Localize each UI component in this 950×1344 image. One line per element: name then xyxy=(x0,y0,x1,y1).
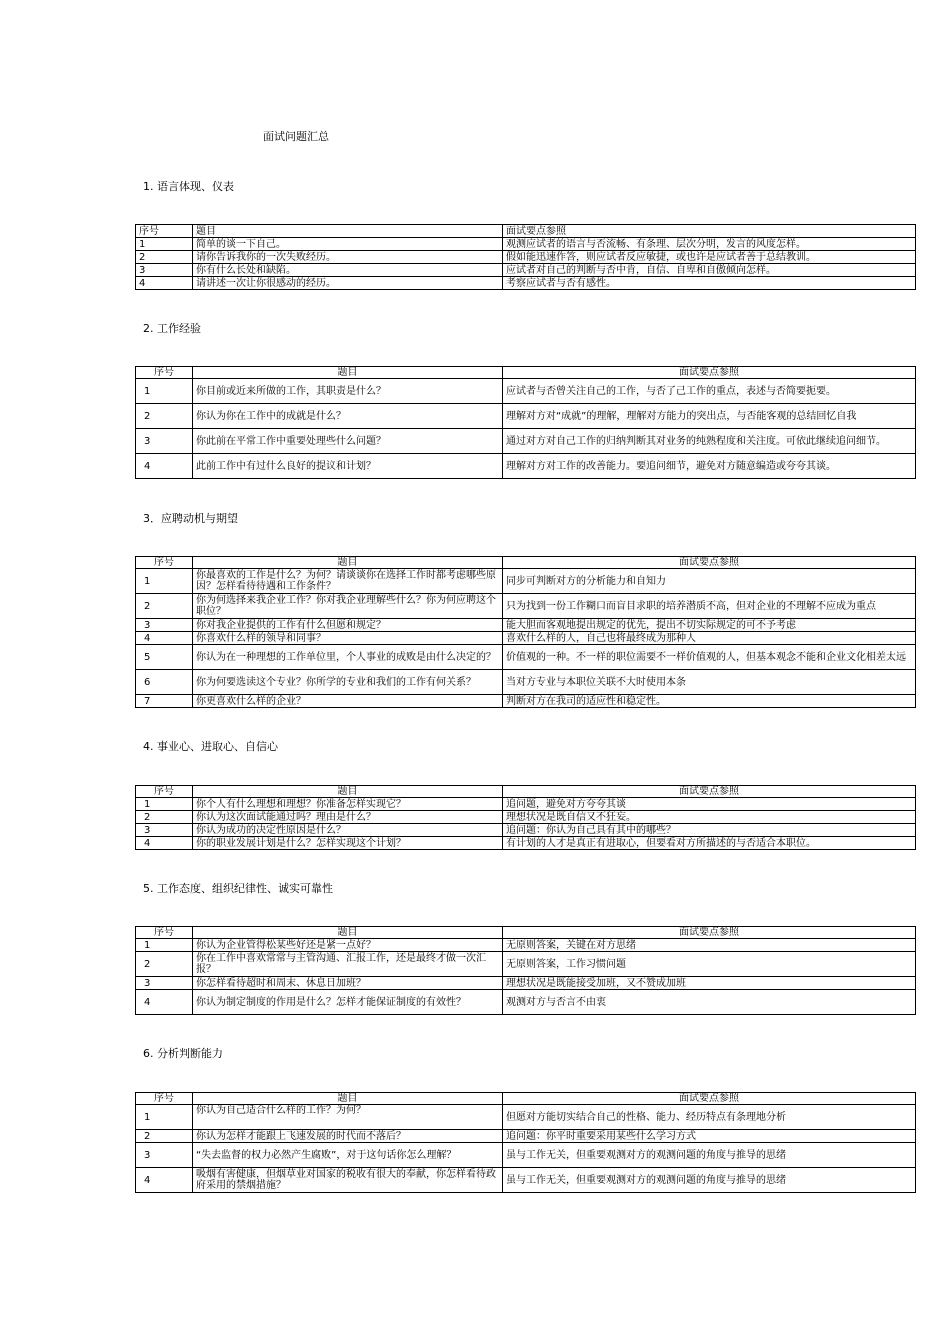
row-notes: 假如能迅速作答，则应试者反应敏捷，或也许是应试者善于总结教训。 xyxy=(503,251,916,264)
row-question: 此前工作中有过什么良好的提议和计划？ xyxy=(193,454,503,479)
table-row xyxy=(136,939,916,952)
table-header-row xyxy=(136,225,916,238)
row-notes: 理想状况是既能接受加班，又不赞成加班 xyxy=(503,977,916,990)
row-question: 你最喜欢的工作是什么？为何？请谈谈你在选择工作时都考虑哪些原因？怎样看待待遇和工作条件？ xyxy=(193,569,503,594)
row-notes: 理解对方对工作的改善能力。要追问细节，避免对方随意编造或夸夸其谈。 xyxy=(503,454,916,479)
table-row xyxy=(136,594,916,619)
table-row xyxy=(136,1130,916,1143)
header-no: 序号 xyxy=(136,225,193,238)
header-notes: 面试要点参照 xyxy=(503,786,916,798)
table-row xyxy=(136,990,916,1015)
header-question: 题目 xyxy=(193,786,503,798)
row-question: 吸烟有害健康，但烟草业对国家的税收有很大的奉献，你怎样看待政府采用的禁烟措施？ xyxy=(193,1168,503,1193)
row-notes: 考察应试者与否有感性。 xyxy=(503,277,916,290)
row-no: 1 xyxy=(136,798,193,811)
row-notes: 同步可判断对方的分析能力和自知力 xyxy=(503,569,916,594)
table-header-row xyxy=(136,367,916,379)
header-notes: 面试要点参照 xyxy=(503,225,916,238)
row-notes: 理想状况是既自信又不狂妄。 xyxy=(503,811,916,824)
row-notes: 价值观的一种。不一样的职位需要不一样价值观的人，但基本观念不能和企业文化相差太远 xyxy=(503,645,916,670)
table-row xyxy=(136,670,916,695)
row-notes: 虽与工作无关，但重要观测对方的观测问题的角度与推导的思绪 xyxy=(503,1168,916,1193)
row-question: 你认为你在工作中的成就是什么？ xyxy=(193,404,503,429)
row-no: 5 xyxy=(136,645,193,670)
section-heading-5: 5. 工作态度、组织纪律性、诚实可靠性 xyxy=(143,882,333,895)
row-question: 简单的谈一下自己。 xyxy=(193,238,503,251)
question-table-6 xyxy=(135,1092,916,1193)
row-notes: 应试者对自己的判断与否中肯，自信、自卑和自傲倾向怎样。 xyxy=(503,264,916,277)
row-question: 你认为在一种理想的工作单位里，个人事业的成败是由什么决定的？ xyxy=(193,645,503,670)
row-notes: 追问题：你平时重要采用某些什么学习方式 xyxy=(503,1130,916,1143)
header-notes: 面试要点参照 xyxy=(503,927,916,939)
page-title: 面试问题汇总 xyxy=(263,130,329,143)
table-row xyxy=(136,569,916,594)
row-question: 请讲述一次让你很感动的经历。 xyxy=(193,277,503,290)
table-row xyxy=(136,619,916,632)
row-question: 你认为自己适合什么样的工作？为何？ xyxy=(193,1105,503,1130)
row-question: 你喜欢什么样的领导和同事？ xyxy=(193,632,503,645)
row-question: 你认为企业管得松某些好还是紧一点好？ xyxy=(193,939,503,952)
row-notes: 但愿对方能切实结合自己的性格、能力、经历特点有条理地分析 xyxy=(503,1105,916,1130)
section-heading-4: 4. 事业心、进取心、自信心 xyxy=(143,740,278,753)
row-no: 2 xyxy=(136,404,193,429)
table-row xyxy=(136,798,916,811)
row-notes: 无原则答案，关键在对方思绪 xyxy=(503,939,916,952)
row-no: 2 xyxy=(136,811,193,824)
row-notes: 通过对方对自己工作的归纳判断其对业务的纯熟程度和关注度。可依此继续追问细节。 xyxy=(503,429,916,454)
row-question: 你怎样看待超时和周末、休息日加班？ xyxy=(193,977,503,990)
row-no: 1 xyxy=(136,238,193,251)
row-question: 你的职业发展计划是什么？怎样实现这个计划？ xyxy=(193,837,503,850)
row-no: 7 xyxy=(136,695,193,708)
table-row xyxy=(136,1168,916,1193)
row-question: 你认为这次面试能通过吗？理由是什么？ xyxy=(193,811,503,824)
question-table-5 xyxy=(135,926,916,1015)
row-no: 2 xyxy=(136,952,193,977)
row-no: 2 xyxy=(136,251,193,264)
row-no: 3 xyxy=(136,1143,193,1168)
row-question: 你目前或近来所做的工作，其职责是什么？ xyxy=(193,379,503,404)
table-row xyxy=(136,379,916,404)
row-no: 3 xyxy=(136,977,193,990)
row-notes: 追问题，避免对方夸夸其谈 xyxy=(503,798,916,811)
header-question: 题目 xyxy=(193,367,503,379)
table-row xyxy=(136,632,916,645)
header-no: 序号 xyxy=(136,367,193,379)
row-no: 2 xyxy=(136,1130,193,1143)
row-notes: 能大胆而客观地提出规定的优先，提出不切实际规定的可不予考虑 xyxy=(503,619,916,632)
table-row xyxy=(136,251,916,264)
table-row xyxy=(136,952,916,977)
header-question: 题目 xyxy=(193,225,503,238)
header-no: 序号 xyxy=(136,557,193,569)
row-no: 4 xyxy=(136,632,193,645)
section-heading-3: 3．应聘动机与期望 xyxy=(143,512,238,525)
table-row xyxy=(136,977,916,990)
section-heading-2: 2. 工作经验 xyxy=(143,322,201,335)
row-notes: 观测对方与否言不由衷 xyxy=(503,990,916,1015)
question-table-3 xyxy=(135,556,916,708)
header-notes: 面试要点参照 xyxy=(503,557,916,569)
row-question: 你认为怎样才能跟上飞速发展的时代而不落后？ xyxy=(193,1130,503,1143)
row-no: 4 xyxy=(136,1168,193,1193)
row-notes: 理解对方对“成就”的理解，理解对方能力的突出点，与否能客观的总结回忆自我 xyxy=(503,404,916,429)
header-question: 题目 xyxy=(193,1093,503,1105)
row-notes: 追问题：你认为自己具有其中的哪些？ xyxy=(503,824,916,837)
table-row xyxy=(136,824,916,837)
row-question: 你认为成功的决定性原因是什么？ xyxy=(193,824,503,837)
section-heading-6: 6. 分析判断能力 xyxy=(143,1047,223,1060)
row-question: 你更喜欢什么样的企业？ xyxy=(193,695,503,708)
table-row xyxy=(136,811,916,824)
row-question: 你为何要选读这个专业？你所学的专业和我们的工作有何关系？ xyxy=(193,670,503,695)
table-row xyxy=(136,404,916,429)
row-question: 请你告诉我你的一次失败经历。 xyxy=(193,251,503,264)
question-table-1 xyxy=(135,224,916,290)
table-row xyxy=(136,1143,916,1168)
row-no: 1 xyxy=(136,569,193,594)
header-notes: 面试要点参照 xyxy=(503,1093,916,1105)
row-question: 你认为制定制度的作用是什么？怎样才能保证制度的有效性？ xyxy=(193,990,503,1015)
header-question: 题目 xyxy=(193,927,503,939)
row-no: 1 xyxy=(136,939,193,952)
table-row xyxy=(136,837,916,850)
row-question: 你此前在平常工作中重要处理些什么问题？ xyxy=(193,429,503,454)
table-row xyxy=(136,695,916,708)
header-no: 序号 xyxy=(136,1093,193,1105)
header-no: 序号 xyxy=(136,927,193,939)
table-row xyxy=(136,1105,916,1130)
row-no: 4 xyxy=(136,277,193,290)
row-no: 6 xyxy=(136,670,193,695)
table-header-row xyxy=(136,786,916,798)
question-table-2 xyxy=(135,366,916,479)
section-heading-1: 1. 语言体现、仪表 xyxy=(143,180,234,193)
row-no: 1 xyxy=(136,1105,193,1130)
table-row xyxy=(136,238,916,251)
row-no: 2 xyxy=(136,594,193,619)
table-row xyxy=(136,277,916,290)
row-notes: 有计划的人才是真正有进取心，但要看对方所描述的与否适合本职位。 xyxy=(503,837,916,850)
row-no: 3 xyxy=(136,619,193,632)
table-row xyxy=(136,454,916,479)
header-no: 序号 xyxy=(136,786,193,798)
row-no: 3 xyxy=(136,824,193,837)
table-row xyxy=(136,645,916,670)
table-row xyxy=(136,264,916,277)
row-no: 4 xyxy=(136,454,193,479)
row-notes: 虽与工作无关，但重要观测对方的观测问题的角度与推导的思绪 xyxy=(503,1143,916,1168)
table-header-row xyxy=(136,1093,916,1105)
row-question: “失去监督的权力必然产生腐败”，对于这句话你怎么理解？ xyxy=(193,1143,503,1168)
table-header-row xyxy=(136,927,916,939)
row-question: 你对我企业提供的工作有什么但愿和规定？ xyxy=(193,619,503,632)
row-question: 你有什么长处和缺陷。 xyxy=(193,264,503,277)
row-notes: 当对方专业与本职位关联不大时使用本条 xyxy=(503,670,916,695)
row-notes: 观测应试者的语言与否流畅、有条理、层次分明，发言的风度怎样。 xyxy=(503,238,916,251)
row-question: 你为何选择来我企业工作？你对我企业理解些什么？你为何应聘这个职位？ xyxy=(193,594,503,619)
row-notes: 喜欢什么样的人，自己也将最终成为那种人 xyxy=(503,632,916,645)
row-no: 4 xyxy=(136,990,193,1015)
row-no: 1 xyxy=(136,379,193,404)
header-notes: 面试要点参照 xyxy=(503,367,916,379)
row-notes: 判断对方在我司的适应性和稳定性。 xyxy=(503,695,916,708)
row-no: 3 xyxy=(136,264,193,277)
row-notes: 无原则答案，工作习惯问题 xyxy=(503,952,916,977)
row-notes: 只为找到一份工作糊口而盲目求职的培养潜质不高，但对企业的不理解不应成为重点 xyxy=(503,594,916,619)
row-no: 4 xyxy=(136,837,193,850)
header-question: 题目 xyxy=(193,557,503,569)
table-header-row xyxy=(136,557,916,569)
row-notes: 应试者与否曾关注自己的工作，与否了己工作的重点，表述与否简要扼要。 xyxy=(503,379,916,404)
row-no: 3 xyxy=(136,429,193,454)
question-table-4 xyxy=(135,785,916,850)
row-question: 你在工作中喜欢常常与主管沟通、汇报工作，还是最终才做一次汇报？ xyxy=(193,952,503,977)
table-row xyxy=(136,429,916,454)
row-question: 你个人有什么理想和理想？你准备怎样实现它？ xyxy=(193,798,503,811)
